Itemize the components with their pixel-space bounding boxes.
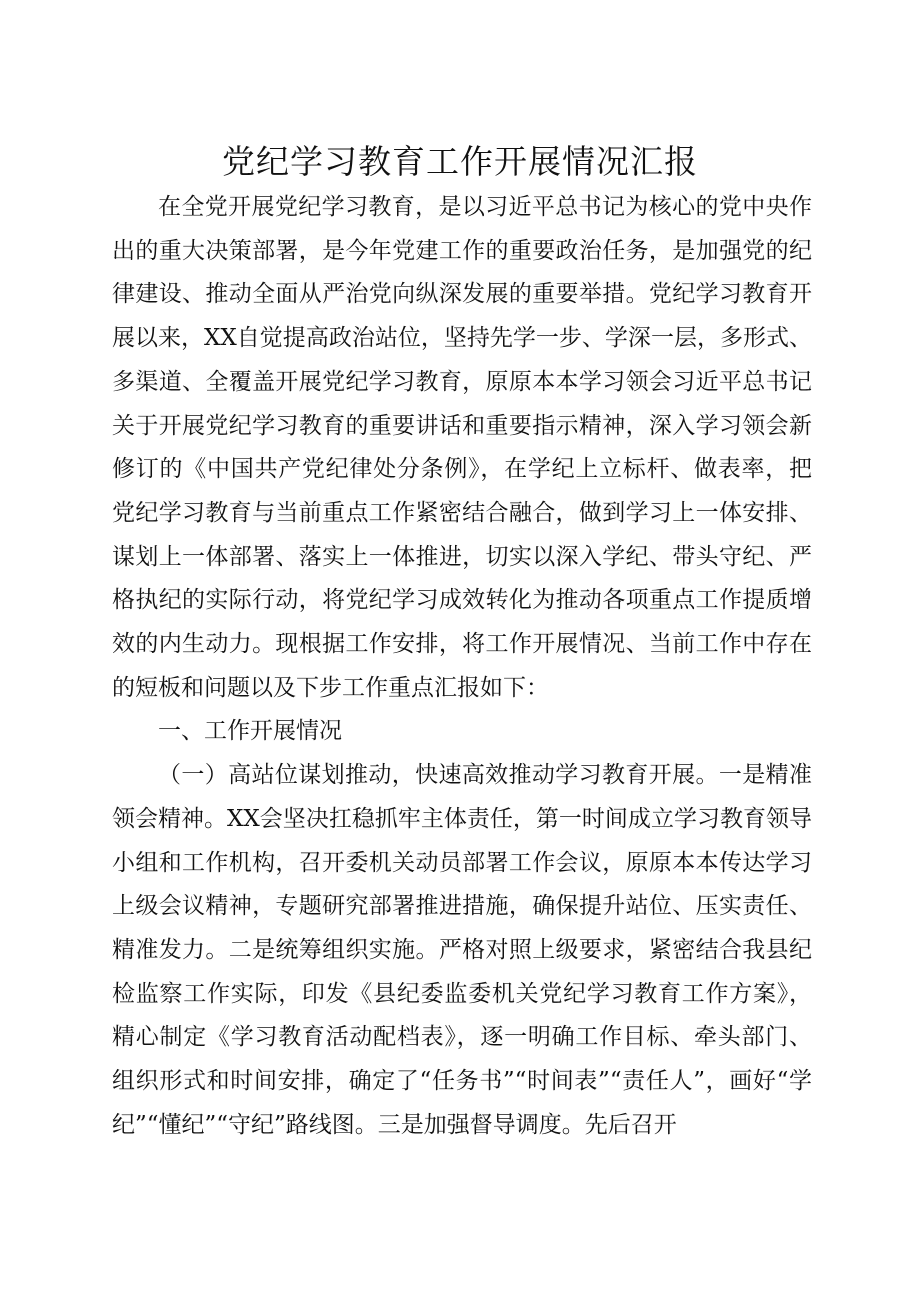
- document-title: 党纪学习教育工作开展情况汇报: [222, 142, 698, 181]
- document-body: [112, 186, 812, 1147]
- subsection-paragraph: （一）高站位谋划推动，快速高效推动学习教育开展。一是精准领会精神。XX会坚决扛稳抓牢主体责任，第一时间成立学习教育领导小组和工作机构，召开委机关动员部署工作会议，原原本本传达学习上级会议精神，专题研究部署推进措施，确保提升站位、压实责任、精准发力。二是统筹组织实施。严格对照上级要求，紧密结合我县纪检监察工作实际，印发《县纪委监委机关党纪学习教育工作方案》，精心制定《学习教育活动配档表》，逐一明确工作目标、牵头部门、组织形式和时间安排，确定了“任务书”“时间表”“责任人”，画好“学纪”“懂纪”“守纪”路线图。三是加强督导调度。先后召开: [112, 762, 812, 1138]
- intro-paragraph: 在全党开展党纪学习教育，是以习近平总书记为核心的党中央作出的重大决策部署，是今年党建工作的重要政治任务，是加强党的纪律建设、推动全面从严治党向纵深发展的重要举措。党纪学习教育开展以来，XX自觉提高政治站位，坚持先学一步、学深一层，多形式、多渠道、全覆盖开展党纪学习教育，原原本本学习领会习近平总书记关于开展党纪学习教育的重要讲话和重要指示精神，深入学习领会新修订的《中国共产党纪律处分条例》，在学纪上立标杆、做表率，把党纪学习教育与当前重点工作紧密结合融合，做到学习上一体安排、谋划上一体部署、落实上一体推进，切实以深入学纪、带头守纪、严格执纪的实际行动，将党纪学习成效转化为推动各项重点工作提质增效的内生动力。现根据工作安排，将工作开展情况、当前工作中存在的短板和问题以及下步工作重点汇报如下：: [112, 194, 812, 701]
- section-heading: 一、工作开展情况: [158, 718, 342, 745]
